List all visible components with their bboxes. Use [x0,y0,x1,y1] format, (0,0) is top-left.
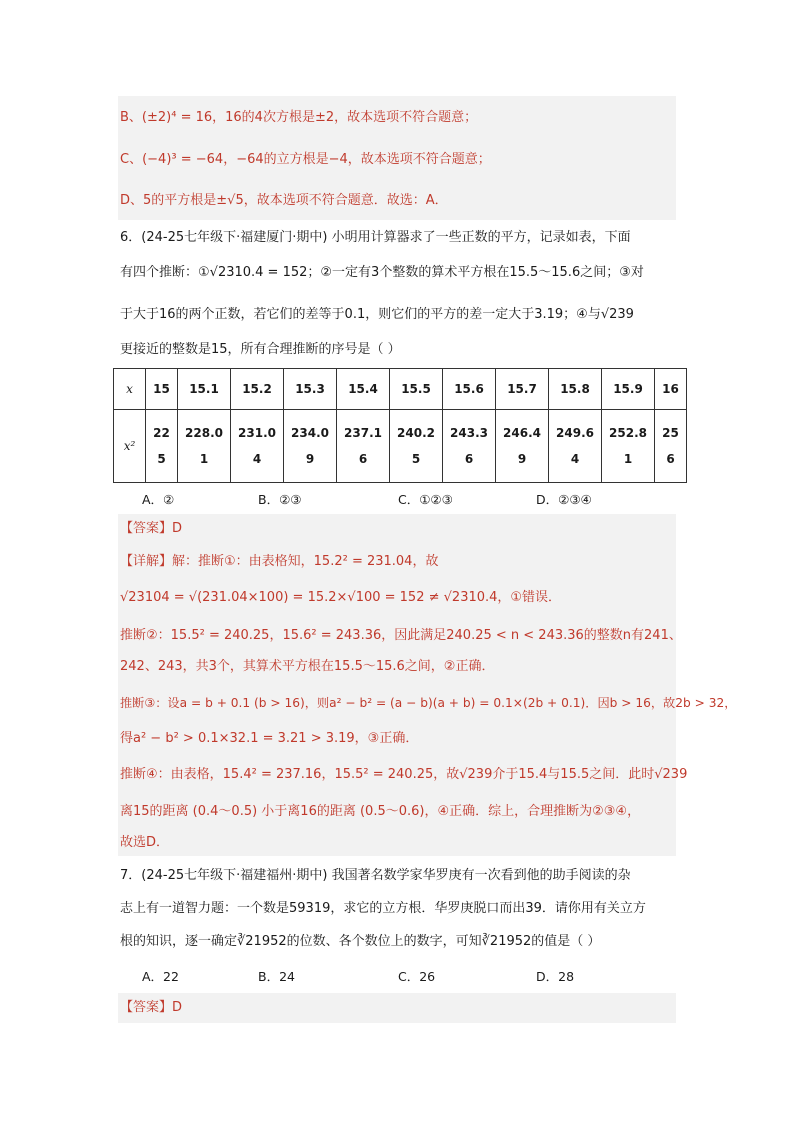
cell-bottom: 9 [517,452,527,466]
cell-bottom: 6 [666,452,675,466]
q7-stem-line-1: 7．(24-25七年级下·福建福州·期中) 我国著名数学家华罗庚有一次看到他的助手阅读的杂 [120,868,631,883]
table-cell: 15 [146,369,178,410]
table-cell: 15.6 [443,369,496,410]
table-row-x [114,369,687,410]
q6-answer: 【答案】D [120,521,183,536]
q6-detail-line-3: 推断②：15.5² = 240.25，15.6² = 243.36，因此满足240.25 < n < 243.36的整数n有241、 [120,628,682,643]
table-cell: 15.7 [496,369,549,410]
q6-detail-line-9: 故选D． [120,835,170,850]
cell-top: 234.0 [291,426,329,440]
solution-line-c: C、(−4)³ = −64，−64的立方根是−4，故本选项不符合题意； [120,152,491,167]
solution-line-d: D、5的平方根是±√5，故本选项不符合题意．故选：A． [120,193,448,208]
table-row-x-squared [114,410,687,483]
cell-bottom: 1 [199,452,209,466]
table-cell [178,410,231,483]
cell-top: 252.8 [609,426,647,440]
q6-stem-line-4: 更接近的整数是15，所有合理推断的序号是（ ） [120,342,401,357]
cell-bottom: 5 [411,452,421,466]
table-cell [390,410,443,483]
cell-top: 246.4 [503,426,541,440]
q6-stem-line-3: 于大于16的两个正数，若它们的差等于0.1，则它们的平方的差一定大于3.19；④与√239 [120,307,634,322]
table-cell: 15.4 [337,369,390,410]
cell-top: 231.0 [238,426,276,440]
cell-bottom: 4 [252,452,262,466]
q7-choice-d: D．28 [536,969,575,984]
table-cell [602,410,655,483]
table-cell: 15.2 [231,369,284,410]
q7-choices [0,967,794,987]
table-cell: 15.5 [390,369,443,410]
q6-detail-line-7: 推断④：由表格，15.4² = 237.16，15.5² = 240.25，故√239介于15.4与15.5之间．此时√239 [120,767,688,782]
q7-choice-c: C．26 [398,969,436,984]
q7-choice-a: A．22 [142,969,179,984]
solution-line-b: B、(±2)⁴ = 16，16的4次方根是±2，故本选项不符合题意； [120,110,478,125]
table-cell [549,410,602,483]
q7-stem-line-3: 根的知识，逐一确定∛21952的位数、各个数位上的数字，可知∛21952的值是（ ） [120,934,601,949]
q6-choice-b: B．②③ [258,492,302,507]
q7-answer: 【答案】D [120,1000,183,1015]
cell-bottom: 5 [157,452,166,466]
table-cell [496,410,549,483]
q6-detail-line-5: 推断③：设a = b + 0.1 (b > 16)，则a² − b² = (a − b)(a + b) = 0.1×(2b + 0.1)．因b > 16，故2b > 32， [120,696,737,710]
cell-bottom: 4 [570,452,580,466]
cell-top: 249.6 [556,426,594,440]
q6-choice-a: A．② [142,492,175,507]
table-cell: 15.9 [602,369,655,410]
table-cell: 15.1 [178,369,231,410]
table-header-x: x [114,369,146,410]
table-cell: 16 [655,369,687,410]
q6-detail-line-1: 【详解】解：推断①：由表格知，15.2² = 231.04，故 [120,554,439,569]
q7-solution-block [118,993,676,1023]
q7-stem-line-2: 志上有一道智力题：一个数是59319，求它的立方根．华罗庚脱口而出39．请你用有关立方 [120,901,646,916]
q6-detail-line-2: √23104 = √(231.04×100) = 15.2×√100 = 152 ≠ √2310.4，①错误． [120,590,562,605]
cell-top: 22 [153,426,170,440]
cell-top: 240.2 [397,426,435,440]
q6-stem-line-2: 有四个推断：①√2310.4 = 152；②一定有3个整数的算术平方根在15.5～15.6之间；③对 [120,265,644,280]
q6-choice-d: D．②③④ [536,492,592,507]
table-cell [337,410,390,483]
cell-top: 25 [662,426,679,440]
table-cell [231,410,284,483]
cell-bottom: 6 [464,452,474,466]
table-cell [284,410,337,483]
q6-choice-c: C．①②③ [398,492,453,507]
q6-detail-line-8: 离15的距离 (0.4～0.5) 小于离16的距离 (0.5～0.6)，④正确．综上，合理推断为②③④， [120,804,641,819]
cell-top: 228.0 [185,426,223,440]
cell-bottom: 9 [305,452,315,466]
q6-stem-line-1: 6．(24-25七年级下·福建厦门·期中) 小明用计算器求了一些正数的平方，记录如表，下面 [120,230,631,245]
q6-detail-line-6: 得a² − b² > 0.1×32.1 = 3.21 > 3.19，③正确． [120,731,419,746]
q6-choices [0,490,794,510]
table-header-x-squared: x² [114,410,146,483]
square-value-table [113,368,687,483]
cell-top: 243.3 [450,426,488,440]
table-cell [655,410,687,483]
q6-detail-line-4: 242、243，共3个，其算术平方根在15.5～15.6之间，②正确． [120,659,495,674]
table-cell [146,410,178,483]
q7-choice-b: B．24 [258,969,295,984]
cell-top: 237.1 [344,426,382,440]
cell-bottom: 6 [358,452,368,466]
table-cell: 15.3 [284,369,337,410]
table-cell: 15.8 [549,369,602,410]
table-cell [443,410,496,483]
cell-bottom: 1 [623,452,633,466]
